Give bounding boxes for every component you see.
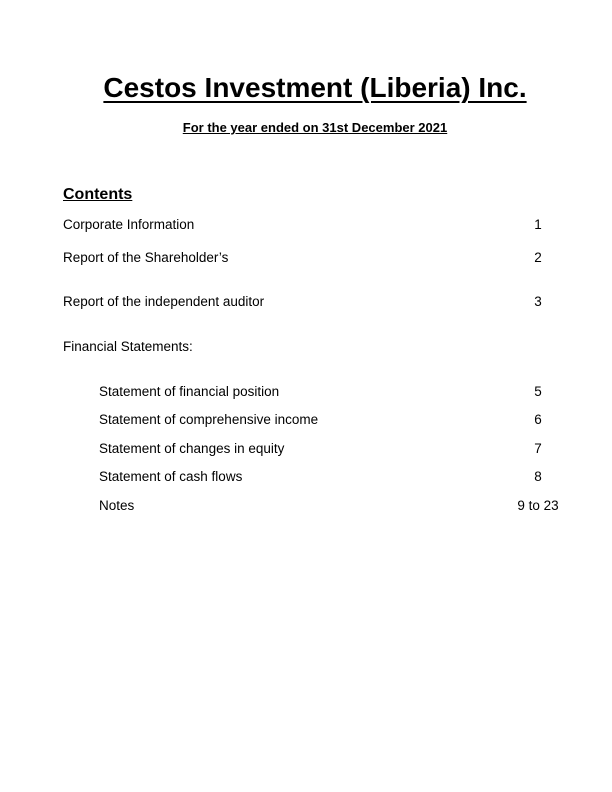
toc-entry-corporate-information — [0, 216, 612, 234]
toc-entry-label: Statement of changes in equity — [99, 441, 285, 456]
toc-entry-auditor-report — [0, 293, 612, 311]
toc-entry-label: Report of the independent auditor — [63, 294, 265, 309]
toc-entry-label: Statement of comprehensive income — [99, 412, 319, 427]
toc-entry-label: Report of the Shareholder’s — [63, 250, 229, 265]
toc-entry-cash-flows — [0, 468, 612, 486]
toc-entry-label: Corporate Information — [63, 217, 195, 232]
toc-entry-page: 8 — [534, 469, 542, 484]
toc-entry-page: 6 — [534, 412, 542, 427]
toc-entry-changes-in-equity — [0, 440, 612, 458]
toc-entry-page: 9 to 23 — [517, 498, 559, 513]
toc-entry-financial-position — [0, 383, 612, 401]
toc-entry-page: 1 — [534, 217, 542, 232]
toc-entry-page: 7 — [534, 441, 542, 456]
toc-entry-page: 2 — [534, 250, 542, 265]
toc-entry-label: Notes — [99, 498, 135, 513]
toc-entry-page: 5 — [534, 384, 542, 399]
toc-entry-notes — [0, 497, 612, 515]
document-title: Cestos Investment (Liberia) Inc. — [103, 72, 527, 103]
toc-entry-page: 3 — [534, 294, 542, 309]
document-subtitle: For the year ended on 31st December 2021 — [182, 120, 448, 135]
toc-section-label: Financial Statements: — [63, 339, 193, 354]
toc-entry-label: Statement of cash flows — [99, 469, 243, 484]
toc-section-financial-statements — [0, 338, 612, 356]
contents-heading: Contents — [63, 186, 133, 203]
toc-entry-shareholders-report — [0, 249, 612, 267]
toc-entry-comprehensive-income — [0, 411, 612, 429]
toc-entry-label: Statement of financial position — [99, 384, 280, 399]
